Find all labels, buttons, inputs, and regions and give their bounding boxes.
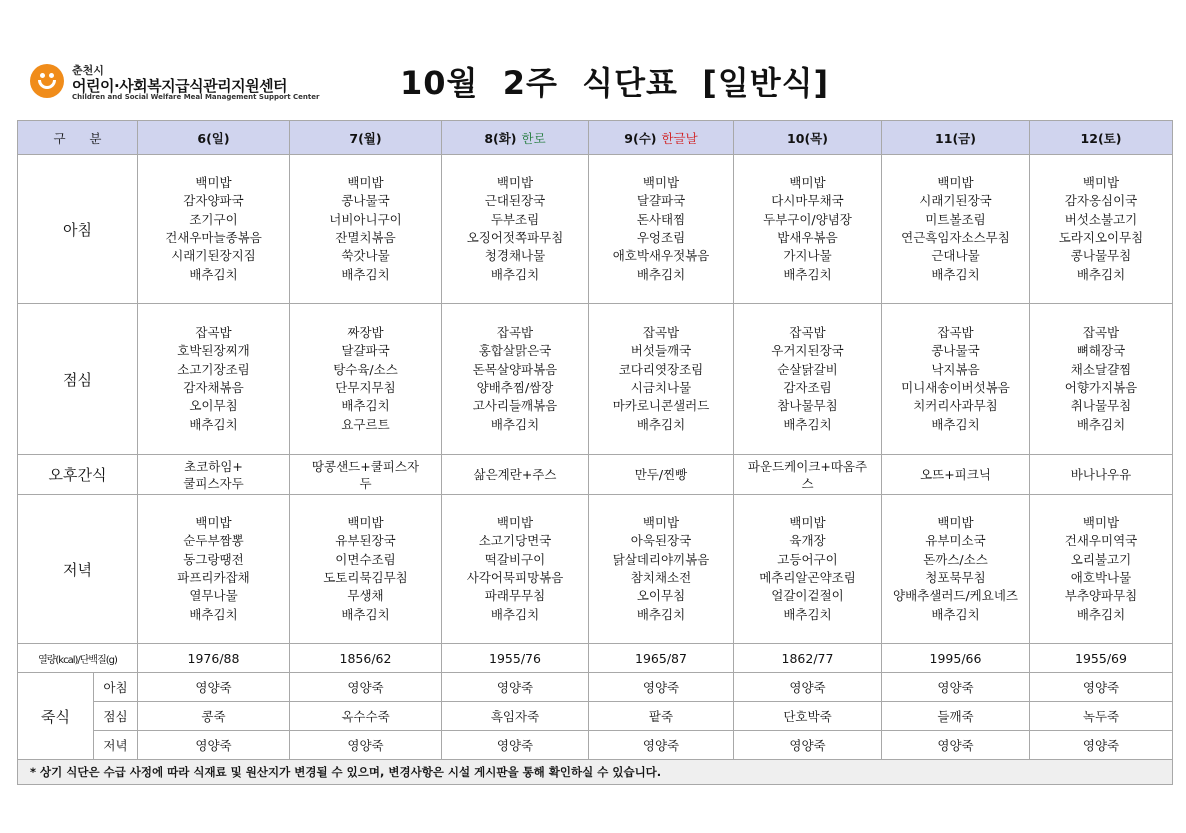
menu-item: 배추김치 (189, 266, 238, 282)
menu-item: 배추김치 (490, 606, 540, 622)
menu-item: 배추김치 (341, 606, 390, 622)
menu-item: 콩나물국 (341, 193, 390, 209)
day-label: 7(월) (349, 130, 382, 146)
menu-item: 백미밥 (195, 175, 232, 191)
header-category: 구 분 (18, 121, 138, 155)
menu-item: 백미밥 (937, 175, 974, 191)
menu-item: 배추김치 (1076, 266, 1126, 282)
menu-item: 감자양파국 (183, 193, 244, 209)
nutrition-value: 1862/77 (734, 644, 882, 673)
menu-item: 채소달걀찜 (1070, 361, 1132, 377)
menu-item: 청경채나물 (484, 248, 546, 264)
menu-item: 시래기된장지짐 (171, 248, 256, 264)
logo-name: 어린이·사회복지급식관리지원센터 (72, 77, 288, 95)
menu-item: 애호박새우젓볶음 (612, 248, 710, 264)
menu-item: 단무지무침 (335, 380, 396, 395)
menu-item: 백미밥 (937, 515, 974, 531)
menu-item: 달걀파국 (636, 193, 686, 209)
porridge-value: 영양죽 (138, 673, 290, 702)
menu-item: 콩나물무침 (1070, 248, 1132, 264)
menu-item: 오징어젓쪽파무침 (466, 230, 564, 245)
logo-city: 춘천시 (72, 64, 104, 77)
snack-label: 오후간식 (18, 455, 138, 495)
menu-item: 바나나우유 (1070, 467, 1132, 482)
menu-item: 잔멸치볶음 (335, 230, 396, 245)
porridge-value: 영양죽 (882, 673, 1030, 702)
porridge-meal-label: 저녁 (94, 731, 138, 760)
menu-item: 백미밥 (496, 175, 534, 191)
menu-item: 가지나물 (783, 248, 832, 264)
menu-item: 파프리카잡채 (177, 570, 250, 585)
porridge-value: 영양죽 (442, 673, 589, 702)
menu-item: 참나물무침 (777, 398, 838, 414)
menu-item: 배추김치 (490, 266, 540, 282)
nutrition-value: 1995/66 (882, 644, 1030, 673)
lunch-cell (734, 304, 882, 455)
breakfast-cell (1030, 155, 1173, 304)
menu-item: 버섯들깨국 (630, 343, 692, 359)
menu-item: 우거지된장국 (771, 343, 844, 359)
menu-item: 잡곡밥 (496, 325, 534, 341)
menu-item: 어향가지볶음 (1064, 380, 1138, 395)
menu-item: 떡갈비구이 (484, 551, 546, 567)
menu-item: 배추김치 (783, 606, 832, 622)
menu-item: 백미밥 (789, 515, 826, 531)
menu-item: 열무나물 (189, 588, 238, 604)
menu-item: 파래무무침 (484, 588, 546, 604)
porridge-value: 영양죽 (1030, 673, 1173, 702)
menu-item: 감자옹심이국 (1064, 193, 1138, 209)
menu-item: 백미밥 (789, 175, 826, 191)
porridge-value: 콩죽 (138, 702, 290, 731)
porridge-value: 단호박죽 (734, 702, 882, 731)
dinner-cell (1030, 495, 1173, 644)
breakfast-cell (882, 155, 1030, 304)
menu-item: 애호박나물 (1070, 570, 1132, 585)
menu-item: 이면수조림 (335, 551, 396, 567)
menu-item: 청포묵무침 (925, 570, 986, 585)
menu-item: 마카로니콘샐러드 (612, 398, 710, 414)
menu-item: 쑥갓나물 (341, 248, 390, 264)
day-label: 6(일) (197, 130, 230, 146)
lunch-label: 점심 (18, 304, 138, 455)
menu-item: 치커리사과무침 (913, 398, 998, 414)
menu-item: 동그랑땡전 (183, 551, 244, 567)
porridge-label: 죽식 (18, 673, 94, 760)
menu-item: 너비아니구이 (329, 211, 402, 227)
menu-item: 시래기된장국 (919, 193, 992, 209)
snack-cell (882, 455, 1030, 495)
menu-table (17, 120, 1173, 785)
menu-item: 백미밥 (195, 515, 232, 531)
menu-item: 잡곡밥 (937, 325, 974, 341)
menu-item: 닭살데리야끼볶음 (612, 551, 710, 567)
dinner-label: 저녁 (18, 495, 138, 644)
nutrition-value: 1976/88 (138, 644, 290, 673)
lunch-cell (290, 304, 442, 455)
nutrition-value: 1955/76 (442, 644, 589, 673)
menu-item: 유부된장국 (335, 533, 396, 549)
menu-item: 홍합살맑은국 (478, 343, 552, 359)
porridge-value: 옥수수죽 (290, 702, 442, 731)
menu-item: 순살닭갈비 (777, 361, 838, 377)
porridge-value: 팥죽 (589, 702, 734, 731)
footer-row (18, 760, 1173, 785)
menu-item: 배추김치 (931, 416, 980, 432)
breakfast-cell (734, 155, 882, 304)
dinner-cell (589, 495, 734, 644)
footer-note: * 상기 식단은 수급 사정에 따라 식재료 및 원산지가 변경될 수 있으며, 변경사항은 시설 게시판을 통해 확인하실 수 있습니다. (18, 760, 1173, 785)
snack-cell (290, 455, 442, 495)
porridge-value: 영양죽 (1030, 731, 1173, 760)
menu-item: 양배추찜/쌈장 (476, 380, 554, 395)
menu-item: 배추김치 (189, 416, 238, 432)
menu-item: 오이무침 (189, 398, 238, 414)
menu-item: 건새우미역국 (1064, 533, 1138, 549)
header-day (290, 121, 442, 155)
porridge-value: 영양죽 (138, 731, 290, 760)
menu-item: 낙지볶음 (931, 361, 980, 377)
menu-item: 배추김치 (783, 416, 832, 432)
menu-item: 호박된장찌개 (177, 343, 250, 359)
smile-logo-icon (30, 64, 64, 98)
menu-item: 땅콩샌드+쿨피스자 (311, 458, 420, 474)
menu-item: 배추김치 (341, 398, 390, 414)
breakfast-cell (589, 155, 734, 304)
page-title: 10월 2주 식단표 [일반식] (400, 64, 830, 102)
menu-item: 잡곡밥 (789, 325, 826, 341)
menu-item: 돈까스/소스 (923, 551, 988, 567)
menu-item: 요구르트 (341, 416, 390, 432)
menu-item: 유부미소국 (925, 533, 986, 549)
nutrition-value: 1965/87 (589, 644, 734, 673)
menu-item: 순두부짬뽕 (183, 533, 244, 549)
nutrition-value: 1856/62 (290, 644, 442, 673)
lunch-cell (1030, 304, 1173, 455)
menu-item: 얼갈이겉절이 (771, 588, 844, 604)
dinner-cell (290, 495, 442, 644)
lunch-cell (882, 304, 1030, 455)
menu-item: 백미밥 (1082, 175, 1120, 191)
menu-item: 스 (801, 475, 814, 491)
snack-cell (1030, 455, 1173, 495)
menu-item: 배추김치 (1076, 416, 1126, 432)
menu-item: 돈목살양파볶음 (472, 361, 558, 377)
menu-item: 배추김치 (783, 266, 832, 282)
menu-item: 배추김치 (636, 606, 686, 622)
dinner-cell (138, 495, 290, 644)
nutrition-label: 열량(kcal)/단백질(g) (18, 644, 138, 673)
day-label: 12(토) (1080, 130, 1122, 146)
menu-item: 참치채소전 (630, 570, 692, 585)
porridge-row (18, 702, 1173, 731)
menu-item: 삶은계란+주스 (473, 467, 557, 482)
menu-item: 탕수육/소스 (333, 361, 398, 377)
porridge-value: 영양죽 (882, 731, 1030, 760)
porridge-row (18, 673, 1173, 702)
menu-item: 배추김치 (1076, 606, 1126, 622)
menu-item: 소고기장조림 (177, 361, 250, 377)
dinner-cell (734, 495, 882, 644)
nutrition-value: 1955/69 (1030, 644, 1173, 673)
menu-item: 메추리알곤약조림 (759, 570, 856, 585)
snack-cell (442, 455, 589, 495)
menu-item: 조기구이 (189, 211, 238, 227)
menu-item: 도토리묵김무침 (323, 570, 408, 585)
porridge-value: 영양죽 (589, 731, 734, 760)
lunch-cell (589, 304, 734, 455)
menu-item: 달걀파국 (341, 343, 390, 359)
lunch-row (18, 304, 1173, 455)
porridge-value: 들깨죽 (882, 702, 1030, 731)
menu-item: 배추김치 (490, 416, 540, 432)
header-row (18, 121, 1173, 155)
header-day (1030, 121, 1173, 155)
menu-item: 미니새송이버섯볶음 (901, 380, 1010, 395)
day-label: 10(목) (787, 130, 828, 146)
menu-item: 배추김치 (931, 266, 980, 282)
menu-item: 코다리엿장조림 (618, 361, 704, 377)
menu-item: 잡곡밥 (195, 325, 232, 341)
snack-cell (138, 455, 290, 495)
porridge-value: 녹두죽 (1030, 702, 1173, 731)
menu-item: 감자채볶음 (183, 380, 244, 395)
menu-item: 우엉조림 (636, 230, 686, 245)
dinner-cell (882, 495, 1030, 644)
dinner-cell (442, 495, 589, 644)
nutrition-row (18, 644, 1173, 673)
menu-item: 잡곡밥 (642, 325, 680, 341)
porridge-meal-label: 아침 (94, 673, 138, 702)
menu-item: 돈사태찜 (636, 211, 686, 227)
menu-item: 백미밥 (496, 515, 534, 531)
breakfast-cell (442, 155, 589, 304)
menu-item: 다시마무채국 (771, 193, 844, 209)
menu-item: 연근흑임자소스무침 (901, 230, 1010, 245)
menu-item: 만두/찐빵 (634, 467, 688, 482)
menu-item: 아욱된장국 (630, 533, 692, 549)
porridge-value: 흑임자죽 (442, 702, 589, 731)
header-day (734, 121, 882, 155)
menu-item: 배추김치 (931, 606, 980, 622)
menu-item: 두 (359, 475, 372, 491)
day-label: 9(수) (624, 130, 657, 146)
menu-item: 감자조림 (783, 380, 832, 395)
breakfast-row (18, 155, 1173, 304)
center-logo (30, 62, 320, 102)
header-day (882, 121, 1030, 155)
menu-item: 미트볼조림 (925, 211, 986, 227)
menu-item: 무생채 (347, 588, 384, 604)
menu-item: 고등어구이 (777, 551, 838, 567)
menu-item: 양배추샐러드/케요네즈 (893, 588, 1018, 604)
dinner-row (18, 495, 1173, 644)
menu-item: 근대된장국 (484, 193, 546, 209)
breakfast-label: 아침 (18, 155, 138, 304)
menu-item: 소고기당면국 (478, 533, 552, 549)
header-day (442, 121, 589, 155)
menu-item: 초코하임+ (184, 458, 243, 474)
menu-item: 뼈해장국 (1076, 343, 1126, 359)
menu-item: 시금치나물 (630, 380, 692, 395)
menu-item: 백미밥 (642, 175, 680, 191)
porridge-meal-label: 점심 (94, 702, 138, 731)
menu-item: 배추김치 (341, 266, 390, 282)
menu-item: 고사리들깨볶음 (472, 398, 558, 414)
menu-item: 부추양파무침 (1064, 588, 1138, 604)
menu-item: 배추김치 (189, 606, 238, 622)
menu-item: 건새우마늘종볶음 (165, 230, 262, 245)
snack-cell (589, 455, 734, 495)
snack-cell (734, 455, 882, 495)
menu-item: 파운드케이크+따옴주 (747, 458, 868, 474)
holiday-note: 한글날 (661, 130, 698, 146)
menu-item: 백미밥 (347, 175, 384, 191)
snack-row (18, 455, 1173, 495)
menu-item: 짜장밥 (347, 325, 384, 341)
breakfast-cell (138, 155, 290, 304)
menu-item: 오리불고기 (1070, 551, 1132, 567)
menu-item: 버섯소불고기 (1064, 211, 1138, 227)
day-label: 11(금) (935, 130, 976, 146)
day-label: 8(화) (484, 130, 517, 146)
porridge-value: 영양죽 (734, 673, 882, 702)
header-day (138, 121, 290, 155)
logo-english: Children and Social Welfare Meal Management Support Center (72, 93, 320, 101)
menu-item: 잡곡밥 (1082, 325, 1120, 341)
menu-item: 취나물무침 (1070, 398, 1132, 414)
menu-item: 백미밥 (1082, 515, 1120, 531)
lunch-cell (138, 304, 290, 455)
porridge-value: 영양죽 (290, 673, 442, 702)
menu-item: 두부구이/양념장 (763, 211, 852, 227)
menu-item: 오뜨+피크닉 (920, 467, 991, 482)
breakfast-cell (290, 155, 442, 304)
porridge-value: 영양죽 (442, 731, 589, 760)
porridge-value: 영양죽 (290, 731, 442, 760)
lunch-cell (442, 304, 589, 455)
menu-item: 오이무침 (636, 588, 686, 604)
menu-item: 근대나물 (931, 248, 980, 264)
porridge-row (18, 731, 1173, 760)
header-day (589, 121, 734, 155)
menu-item: 백미밥 (347, 515, 384, 531)
menu-item: 쿨피스자두 (183, 475, 244, 491)
menu-item: 도라지오이무침 (1058, 230, 1144, 245)
menu-item: 콩나물국 (931, 343, 980, 359)
porridge-value: 영양죽 (589, 673, 734, 702)
menu-item: 배추김치 (636, 416, 686, 432)
menu-item: 사각어묵피망볶음 (466, 570, 564, 585)
menu-item: 육개장 (789, 533, 826, 549)
menu-item: 밥새우볶음 (777, 230, 838, 245)
menu-item: 배추김치 (636, 266, 686, 282)
holiday-note: 한로 (521, 130, 546, 146)
menu-item: 두부조림 (490, 211, 540, 227)
porridge-value: 영양죽 (734, 731, 882, 760)
menu-item: 백미밥 (642, 515, 680, 531)
